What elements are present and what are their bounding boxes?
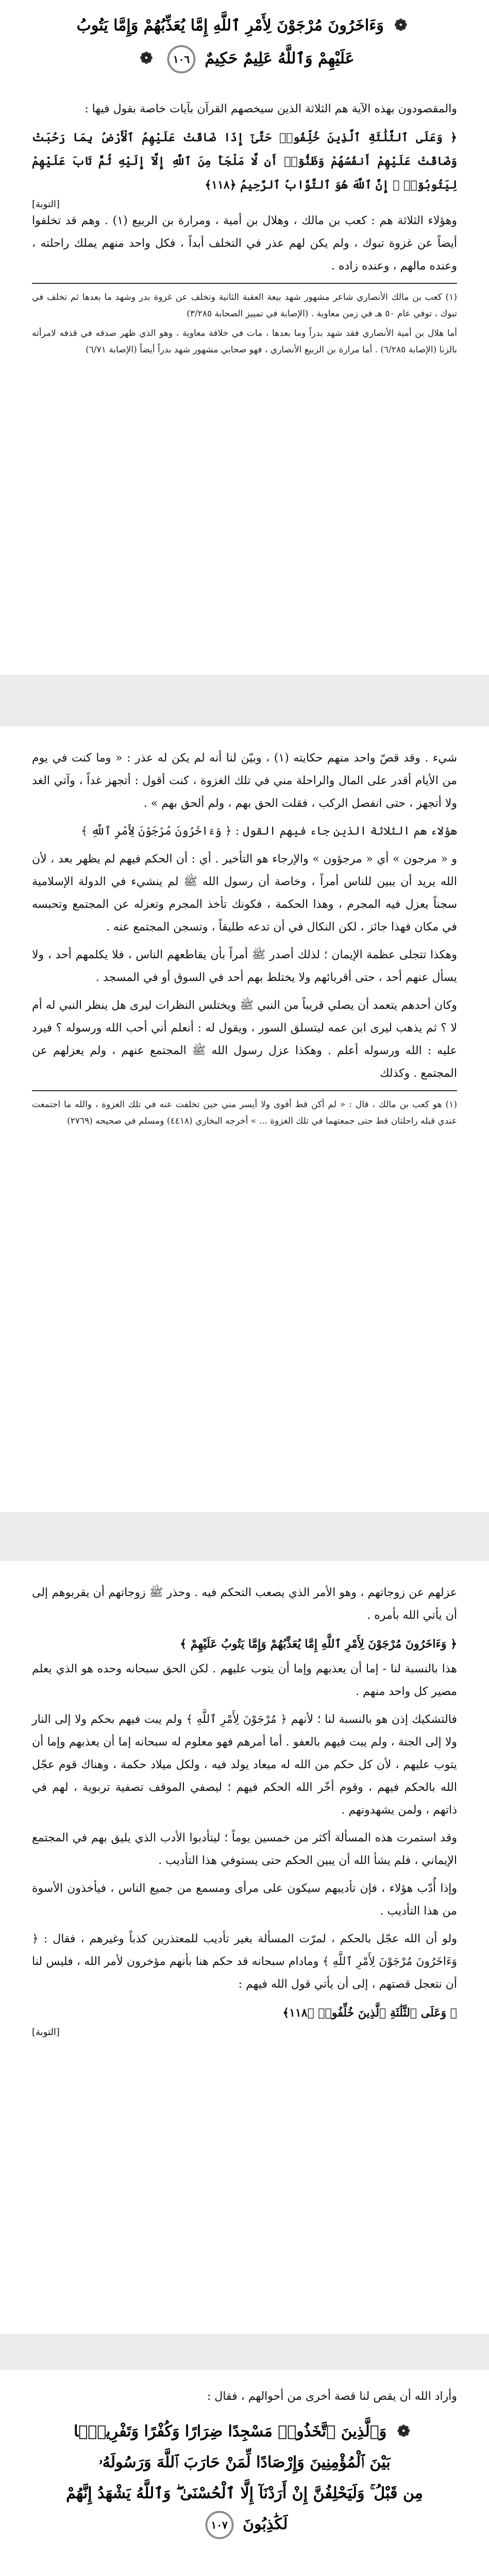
ayah-heading bbox=[14, 2413, 475, 2540]
page-separator bbox=[0, 1512, 489, 1561]
ayah-number-badge: ١٠٧ bbox=[206, 2511, 233, 2539]
ayah-heading-line: وَٱلَّذِينَ ٱتَّخَذُوا۟ مَسْجِدًا ضِرَارًا وَكُفْرًا وَتَفْرِيقًۢا bbox=[74, 2422, 387, 2441]
paragraph: عزلهم عن زوجاتهم ، وهو الأمر الذي يصعب التحكم فيه . وحذر ﷺ زوجاتهم أن يقربوهم إلى أن يأتي الله بأمره . bbox=[32, 1586, 457, 1622]
ornament-icon: ❁ bbox=[394, 16, 408, 35]
quran-quote: ﴿ وَعَلَى ٱلثَّلَٰثَةِ ٱلَّذِينَ خُلِّفُوا۟ ﴿١١٨﴾ bbox=[282, 2006, 457, 2020]
ayah-heading-line: وَءَاخَرُونَ مُرْجَوْنَ لِأَمْرِ ٱللَّهِ إِمَّا يُعَذِّبُهُمْ وَإِمَّا يَتُوبُ bbox=[76, 16, 384, 35]
ornament-icon: ❁ bbox=[397, 2422, 410, 2441]
paragraph: فالتشكيك إذن هو بالنسبة لنا ؛ لأنهم ﴿ مُرْجَوْنَ لِأَمْرِ ٱللَّهِ ﴾ ولم يبت فيهم بحكم ولا إلى النار ولا إلى الجنة ، ولم يبت فيهم بالعفو . أما أمرهم فهو معلوم له سبحانه إما أن يعذبهم وإما أن يتوب عليهم ، لأن كل حكم من الله له ميعاد يولد فيه ، ولكل ميلاد حكمة ، وهناك قوم عجّل الله بالحكم فيهم ، وقوم أخّر الله الحكم فيهم ؛ ليصفي الموقف تصفية تربوية ، لهم في ذاتهم ، ولمن يشهدونهم . bbox=[32, 1713, 457, 1817]
book-page-2 bbox=[14, 726, 475, 1512]
ayah-heading-line: بَيْنَ ٱلْمُؤْمِنِينَ وَإِرْصَادًا لِّمَنْ حَارَبَ ٱللَّهَ وَرَسُولَهُۥ bbox=[98, 2453, 391, 2471]
paragraph: وقد استمرت هذه المسألة أكثر من خمسين يوماً ؛ ليتأدبوا الأدب الذي يليق بهم في المجتمع الإيماني ، فلم يشأ الله أن يبين الحكم حتى يستوفي هذا التأديب . bbox=[32, 1832, 457, 1867]
ayah-heading bbox=[14, 0, 475, 75]
footnote: أما هلال بن أمية الأنصاري فقد شهد بدراً وما بعدها ، مات في خلافة معاوية ، وهو الذي ظهر صدقه في قذفه لامرأته بالزنا (الإصابة ٦/٢٨٥) . أما مرارة بن الربيع الأنصاري ، فهو صحابي مشهور شهد بدراً أيضاً (الإصابة ٦/٧١) bbox=[32, 328, 457, 355]
paragraph: و « مرجون » أي « مرجؤون » والإرجاء هو التأخير . أي : أن الحكم فيهم لم يظهر بعد ، لأن الله يريد أن يبين للناس أمراً ، وخاصة أن رسول الله ﷺ لم ينشيء في الدولة الإسلامية سجناً يعزل فيه المجرم ، وهذا الحكمة ، فكونك تأخذ المجرم وتعزله عن المجتمع وتحبسه في مكان فهذا جائز ، لكن النكال في أن تدعه طليقاً ، وتسجن المجتمع عنه . bbox=[32, 853, 457, 934]
ornament-icon: ❁ bbox=[140, 49, 153, 67]
ayah-number-badge: ١٠٦ bbox=[167, 45, 195, 73]
surah-tag: [التوبة] bbox=[32, 2027, 60, 2038]
paragraph: ولو أن الله عجّل بالحكم ، لمرّت المسألة بغير تأديب للمعتذرين كذباً وغيرهم ، فقال : ﴿ وَءَاخَرُونَ مُرْجَوْنَ لِأَمْرِ ٱللَّهِ ﴾ ومادام سبحانه قد حكم هنا بأنهم مؤخرون لأمر الله ، فليس لنا أن نتعجل قصتهم ، إلى أن يأتي قول الله فيهم : bbox=[32, 1933, 457, 1991]
paragraph: هذا بالنسبة لنا - إما أن يعذبهم وإما أن يتوب عليهم . لكن الحق سبحانه وحده هو الذي يعلم مصير كل واحد منهم . bbox=[32, 1663, 457, 1698]
paragraph: وكان أحدهم يتعمد أن يصلي قريباً من النبي ﷺ ويختلس النظرات ليرى هل ينظر النبي له أم لا ؟ ثم يذهب ليرى ابن عمه ليتسلق السور ، ويقول له : أنعلم أني أحب الله ورسوله ؟ فيرد عليه : الله ورسوله أعلم . وهكذا عزل رسول الله ﷺ المجتمع عنهم ، ولم يعزلهم عن المجتمع . وكذلك bbox=[32, 999, 457, 1080]
footnote-rule bbox=[32, 283, 457, 284]
paragraph: وهكذا تتجلى عظمة الإيمان ؛ لذلك أصدر ﷺ أمراً بأن يقاطعهم الناس ، فلا يكلمهم أحد ، ولا يسأل عنهم أحد ، حتى أقربائهم ولا يختلط بهم أحد في السوق أو في المسجد . bbox=[32, 948, 457, 984]
footnote: (١) هو كعب بن مالك ، قال : « لم أكن قط أقوى ولا أيسر مني حين تخلفت عنه في تلك الغزوة ، والله ما اجتمعت عندي قبله راحلتان قط حتى جمعتهما في تلك الغزوة ... » أخرجه البخاري (٤٤١٨) ومسلم في صحيحه (٢٧٦٩) bbox=[32, 1099, 457, 1126]
page-separator bbox=[0, 675, 489, 726]
paragraph: وأراد الله أن يقص لنا قصة أخرى من أحوالهم ، فقال : bbox=[207, 2390, 457, 2403]
paragraph: شيء . وقد قصّ واحد منهم حكايته (١) ، وبيّن لنا أنه لم يكن له عذر : « وما كنت في يوم من الأيام أقدر على المال والراحلة مني في تلك الغزوة ، كنت أقول : أتجهز غداً ، وآتي الغد ولا أتجهز ، حتى انفصل الركب ، فقلت الحق بهم ، ولم ألحق بهم » . bbox=[32, 752, 457, 810]
ayah-heading-line: عَلَيْهِمْ وَٱللَّهُ عَلِيمٌ حَكِيمٌ bbox=[205, 49, 355, 67]
footnote: (١) كعب بن مالك الأنصاري شاعر مشهور شهد بيعة العقبة الثانية وتخلف عن غزوة بدر وشهد ما بعدها ثم تخلف في تبوك ، توفي عام ٥٠ هـ في زمن معاوية . (الإصابة في تمييز الصحابة ٣/٢٨٥) bbox=[32, 292, 457, 319]
paragraph: هؤلاء هم الثلاثة الذين جاء فيهم القول : ﴿ وَءَاخَرُونَ مُرْجَوْنَ لِأَمْرِ ٱللَّهِ ﴾ bbox=[81, 825, 457, 838]
book-page-3 bbox=[14, 1561, 475, 2334]
surah-tag: [التوبة] bbox=[32, 199, 60, 210]
quran-quote: ﴿ وَءَاخَرُونَ مُرْجَوْنَ لِأَمْرِ ٱللَّهِ إِمَّا يُعَذِّبُهُمْ وَإِمَّا يَتُوبُ عَلَيْهِمْ ﴾ bbox=[180, 1637, 457, 1651]
paragraph: وإذا أُدّب هؤلاء ، فإن تأديبهم سيكون على مرأى ومسمع من جميع الناس ، فيأخذون الأسوة من هذا التأديب . bbox=[32, 1882, 457, 1918]
paragraph: والمقصودون بهذه الآية هم الثلاثة الذين سيخصهم القرآن بآيات خاصة بقول فيها : bbox=[85, 103, 457, 115]
ayah-heading-line: لَكَٰذِبُونَ bbox=[243, 2515, 288, 2533]
footnote-rule bbox=[32, 1090, 457, 1091]
ayah-heading-line: مِن قَبْلُ ۚ وَلَيَحْلِفُنَّ إِنْ أَرَدْنَآ إِلَّا ٱلْحُسْنَىٰ ۖ وَٱللَّهُ يَشْهَدُ إِنَّهُمْ bbox=[66, 2484, 423, 2502]
quran-quote: ﴿ وَعَلَى ٱلثَّلَٰثَةِ ٱلَّذِينَ خُلِّفُوا۟ حَتَّىٰٓ إِذَا ضَاقَتْ عَلَيْهِمُ ٱلْأَرْضُ بِمَا رَحُبَتْ وَضَاقَتْ عَلَيْهِمْ أَنفُسُهُمْ وَظَنُّوٓا۟ أَن لَّا مَلْجَأَ مِنَ ٱللَّهِ إِلَّآ إِلَيْهِ ثُمَّ تَابَ عَلَيْهِمْ لِيَتُوبُوٓا۟ ۚ إِنَّ ٱللَّهَ هُوَ ٱلتَّوَّابُ ٱلرَّحِيمُ ﴿١١٨﴾ bbox=[32, 131, 457, 192]
book-page-1 bbox=[14, 0, 475, 675]
paragraph: وهؤلاء الثلاثة هم : كعب بن مالك ، وهلال بن أمية ، ومرارة بن الربيع (١) . وهم قد تخلفوا أيضاً عن غزوة تبوك ، ولم يكن لهم عذر في التخلف أبداً ، فكل واحد منهم يملك راحلته ، وعنده مالهم ، وعنده زاده . bbox=[32, 214, 457, 273]
book-page-4 bbox=[14, 2370, 475, 2576]
page-separator bbox=[0, 2334, 489, 2370]
